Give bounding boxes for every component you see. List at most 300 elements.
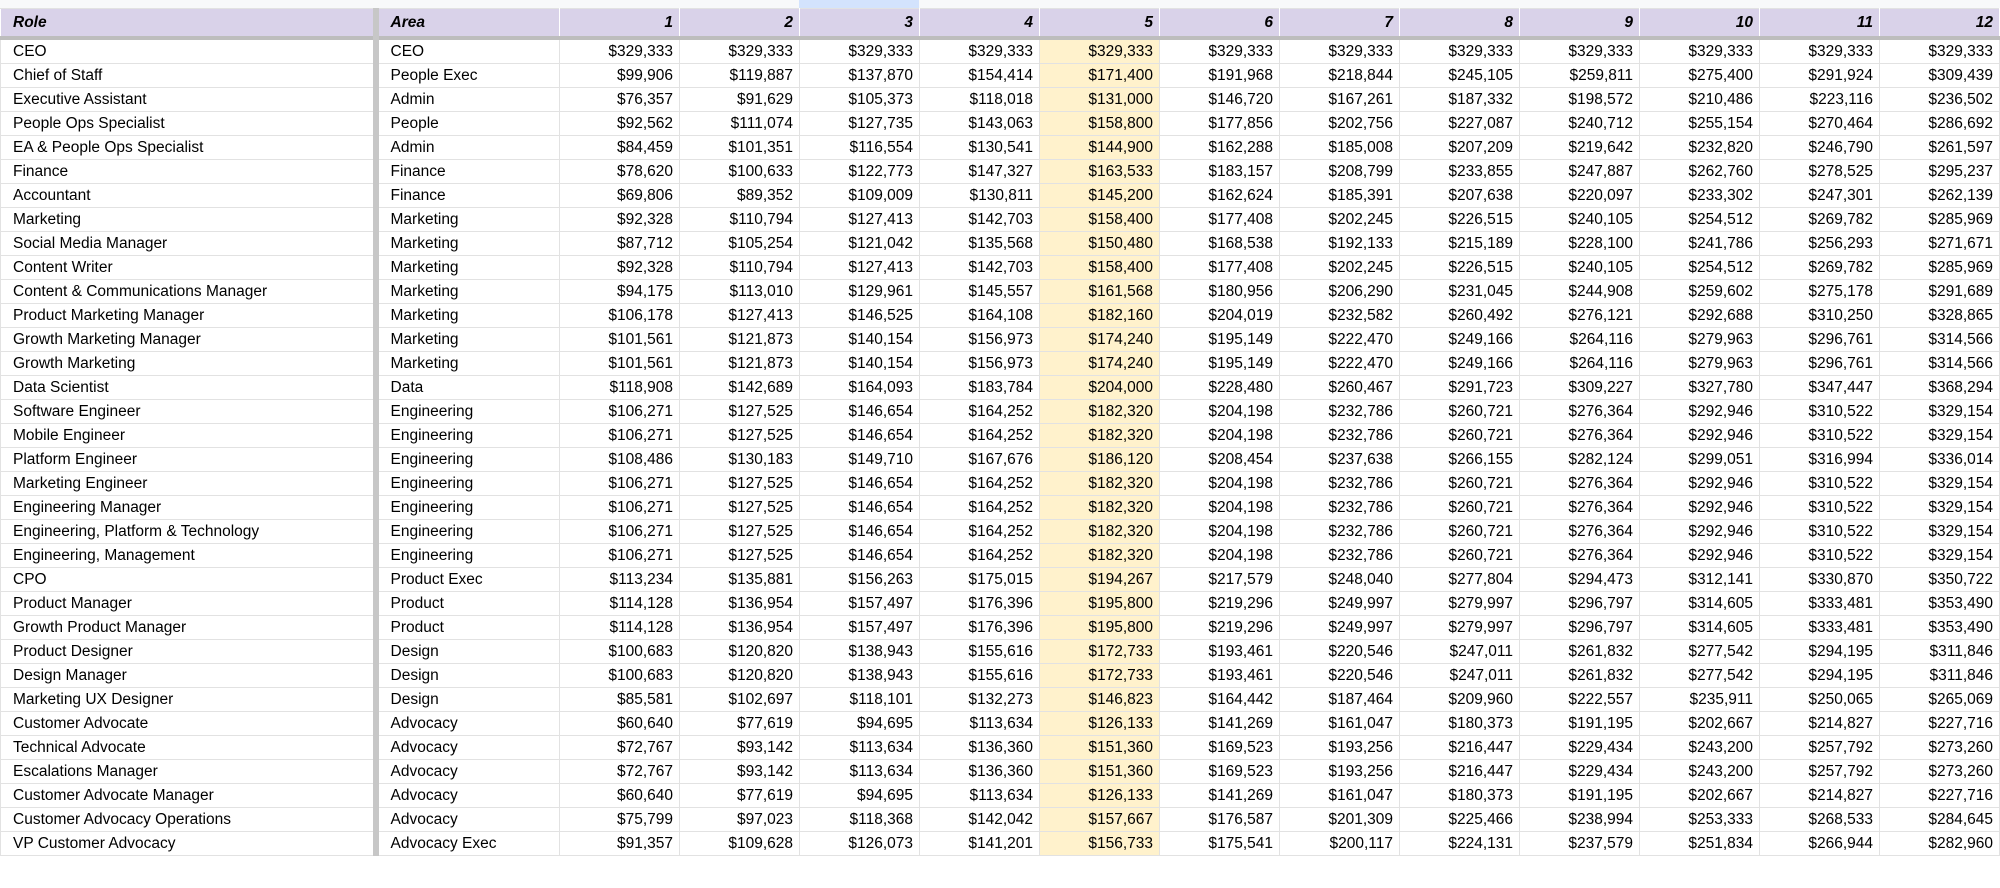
- cell-role[interactable]: Growth Marketing Manager: [1, 327, 376, 351]
- cell-salary[interactable]: $202,245: [1280, 255, 1400, 279]
- cell-area[interactable]: Finance: [376, 183, 560, 207]
- cell-salary[interactable]: $168,538: [1160, 231, 1280, 255]
- column-header-step-8[interactable]: 8: [1400, 9, 1520, 38]
- cell-salary[interactable]: $229,434: [1520, 735, 1640, 759]
- cell-salary[interactable]: $235,911: [1640, 687, 1760, 711]
- cell-salary[interactable]: $94,695: [800, 711, 920, 735]
- cell-role[interactable]: Product Manager: [1, 591, 376, 615]
- cell-salary[interactable]: $204,019: [1160, 303, 1280, 327]
- cell-salary[interactable]: $314,605: [1640, 591, 1760, 615]
- cell-role[interactable]: Accountant: [1, 183, 376, 207]
- cell-salary[interactable]: $347,447: [1760, 375, 1880, 399]
- cell-salary[interactable]: $194,267: [1040, 567, 1160, 591]
- cell-salary[interactable]: $232,786: [1280, 495, 1400, 519]
- cell-salary[interactable]: $333,481: [1760, 615, 1880, 639]
- cell-salary[interactable]: $144,900: [1040, 135, 1160, 159]
- cell-salary[interactable]: $142,703: [920, 255, 1040, 279]
- cell-salary[interactable]: $249,997: [1280, 615, 1400, 639]
- cell-salary[interactable]: $329,333: [1400, 38, 1520, 64]
- cell-salary[interactable]: $121,873: [680, 351, 800, 375]
- cell-salary[interactable]: $260,721: [1400, 519, 1520, 543]
- cell-salary[interactable]: $126,073: [800, 831, 920, 855]
- cell-salary[interactable]: $204,000: [1040, 375, 1160, 399]
- cell-salary[interactable]: $89,352: [680, 183, 800, 207]
- cell-salary[interactable]: $171,400: [1040, 63, 1160, 87]
- cell-salary[interactable]: $292,946: [1640, 423, 1760, 447]
- cell-salary[interactable]: $191,195: [1520, 783, 1640, 807]
- cell-salary[interactable]: $202,667: [1640, 711, 1760, 735]
- cell-salary[interactable]: $69,806: [560, 183, 680, 207]
- cell-salary[interactable]: $279,963: [1640, 351, 1760, 375]
- cell-salary[interactable]: $240,105: [1520, 255, 1640, 279]
- cell-salary[interactable]: $72,767: [560, 759, 680, 783]
- cell-salary[interactable]: $77,619: [680, 783, 800, 807]
- cell-salary[interactable]: $185,391: [1280, 183, 1400, 207]
- cell-area[interactable]: Marketing: [376, 255, 560, 279]
- cell-salary[interactable]: $264,116: [1520, 327, 1640, 351]
- cell-salary[interactable]: $220,097: [1520, 183, 1640, 207]
- cell-salary[interactable]: $292,946: [1640, 495, 1760, 519]
- cell-salary[interactable]: $292,946: [1640, 543, 1760, 567]
- cell-salary[interactable]: $149,710: [800, 447, 920, 471]
- cell-salary[interactable]: $100,633: [680, 159, 800, 183]
- cell-salary[interactable]: $164,108: [920, 303, 1040, 327]
- cell-salary[interactable]: $266,944: [1760, 831, 1880, 855]
- cell-role[interactable]: Marketing Engineer: [1, 471, 376, 495]
- cell-salary[interactable]: $243,200: [1640, 759, 1760, 783]
- cell-salary[interactable]: $113,634: [920, 711, 1040, 735]
- cell-salary[interactable]: $84,459: [560, 135, 680, 159]
- cell-salary[interactable]: $120,820: [680, 639, 800, 663]
- cell-salary[interactable]: $101,351: [680, 135, 800, 159]
- cell-salary[interactable]: $156,733: [1040, 831, 1160, 855]
- cell-salary[interactable]: $143,063: [920, 111, 1040, 135]
- cell-salary[interactable]: $141,269: [1160, 711, 1280, 735]
- cell-role[interactable]: EA & People Ops Specialist: [1, 135, 376, 159]
- cell-salary[interactable]: $329,333: [1280, 38, 1400, 64]
- cell-salary[interactable]: $129,961: [800, 279, 920, 303]
- cell-salary[interactable]: $162,288: [1160, 135, 1280, 159]
- cell-salary[interactable]: $232,582: [1280, 303, 1400, 327]
- cell-salary[interactable]: $350,722: [1880, 567, 2000, 591]
- cell-salary[interactable]: $227,716: [1880, 783, 2000, 807]
- cell-salary[interactable]: $210,486: [1640, 87, 1760, 111]
- cell-salary[interactable]: $113,234: [560, 567, 680, 591]
- cell-salary[interactable]: $329,333: [680, 38, 800, 64]
- cell-role[interactable]: Escalations Manager: [1, 759, 376, 783]
- cell-salary[interactable]: $151,360: [1040, 759, 1160, 783]
- cell-role[interactable]: CEO: [1, 38, 376, 64]
- cell-salary[interactable]: $247,301: [1760, 183, 1880, 207]
- cell-salary[interactable]: $276,364: [1520, 519, 1640, 543]
- cell-salary[interactable]: $223,116: [1760, 87, 1880, 111]
- cell-salary[interactable]: $329,333: [1880, 38, 2000, 64]
- cell-salary[interactable]: $141,269: [1160, 783, 1280, 807]
- cell-salary[interactable]: $226,515: [1400, 255, 1520, 279]
- cell-salary[interactable]: $195,800: [1040, 591, 1160, 615]
- cell-role[interactable]: Content Writer: [1, 255, 376, 279]
- cell-salary[interactable]: $204,198: [1160, 423, 1280, 447]
- cell-salary[interactable]: $76,357: [560, 87, 680, 111]
- cell-salary[interactable]: $97,023: [680, 807, 800, 831]
- cell-salary[interactable]: $85,581: [560, 687, 680, 711]
- cell-salary[interactable]: $277,542: [1640, 639, 1760, 663]
- cell-role[interactable]: Customer Advocate: [1, 711, 376, 735]
- cell-salary[interactable]: $161,568: [1040, 279, 1160, 303]
- column-header-step-9[interactable]: 9: [1520, 9, 1640, 38]
- cell-salary[interactable]: $127,413: [800, 207, 920, 231]
- cell-role[interactable]: Growth Marketing: [1, 351, 376, 375]
- cell-salary[interactable]: $310,522: [1760, 471, 1880, 495]
- cell-salary[interactable]: $311,846: [1880, 663, 2000, 687]
- cell-salary[interactable]: $227,716: [1880, 711, 2000, 735]
- cell-salary[interactable]: $244,908: [1520, 279, 1640, 303]
- cell-salary[interactable]: $261,832: [1520, 663, 1640, 687]
- cell-area[interactable]: Marketing: [376, 327, 560, 351]
- cell-salary[interactable]: $224,131: [1400, 831, 1520, 855]
- cell-salary[interactable]: $266,155: [1400, 447, 1520, 471]
- cell-salary[interactable]: $105,373: [800, 87, 920, 111]
- cell-role[interactable]: Marketing UX Designer: [1, 687, 376, 711]
- cell-area[interactable]: Design: [376, 663, 560, 687]
- cell-salary[interactable]: $269,782: [1760, 207, 1880, 231]
- cell-salary[interactable]: $329,333: [560, 38, 680, 64]
- cell-salary[interactable]: $136,954: [680, 615, 800, 639]
- cell-salary[interactable]: $260,721: [1400, 471, 1520, 495]
- cell-salary[interactable]: $286,692: [1880, 111, 2000, 135]
- cell-salary[interactable]: $155,616: [920, 639, 1040, 663]
- cell-salary[interactable]: $204,198: [1160, 471, 1280, 495]
- cell-salary[interactable]: $146,654: [800, 399, 920, 423]
- cell-salary[interactable]: $174,240: [1040, 327, 1160, 351]
- cell-salary[interactable]: $314,566: [1880, 351, 2000, 375]
- cell-salary[interactable]: $106,178: [560, 303, 680, 327]
- cell-salary[interactable]: $192,133: [1280, 231, 1400, 255]
- cell-salary[interactable]: $294,195: [1760, 639, 1880, 663]
- cell-salary[interactable]: $156,973: [920, 327, 1040, 351]
- cell-salary[interactable]: $268,533: [1760, 807, 1880, 831]
- cell-area[interactable]: Data: [376, 375, 560, 399]
- cell-salary[interactable]: $276,121: [1520, 303, 1640, 327]
- cell-salary[interactable]: $228,480: [1160, 375, 1280, 399]
- cell-salary[interactable]: $180,373: [1400, 711, 1520, 735]
- cell-salary[interactable]: $191,195: [1520, 711, 1640, 735]
- cell-salary[interactable]: $329,154: [1880, 399, 2000, 423]
- cell-salary[interactable]: $106,271: [560, 495, 680, 519]
- cell-salary[interactable]: $292,688: [1640, 303, 1760, 327]
- cell-salary[interactable]: $226,515: [1400, 207, 1520, 231]
- cell-salary[interactable]: $177,856: [1160, 111, 1280, 135]
- cell-salary[interactable]: $195,149: [1160, 351, 1280, 375]
- column-header-step-1[interactable]: 1: [560, 9, 680, 38]
- cell-area[interactable]: People: [376, 111, 560, 135]
- cell-area[interactable]: Engineering: [376, 399, 560, 423]
- cell-salary[interactable]: $260,721: [1400, 399, 1520, 423]
- cell-area[interactable]: Engineering: [376, 471, 560, 495]
- cell-role[interactable]: Engineering, Management: [1, 543, 376, 567]
- cell-salary[interactable]: $106,271: [560, 543, 680, 567]
- cell-salary[interactable]: $240,712: [1520, 111, 1640, 135]
- cell-salary[interactable]: $177,408: [1160, 255, 1280, 279]
- cell-salary[interactable]: $105,254: [680, 231, 800, 255]
- cell-salary[interactable]: $182,320: [1040, 543, 1160, 567]
- cell-salary[interactable]: $296,797: [1520, 615, 1640, 639]
- cell-salary[interactable]: $237,638: [1280, 447, 1400, 471]
- cell-salary[interactable]: $216,447: [1400, 735, 1520, 759]
- cell-salary[interactable]: $262,760: [1640, 159, 1760, 183]
- cell-salary[interactable]: $135,568: [920, 231, 1040, 255]
- cell-salary[interactable]: $336,014: [1880, 447, 2000, 471]
- cell-salary[interactable]: $208,799: [1280, 159, 1400, 183]
- cell-salary[interactable]: $295,237: [1880, 159, 2000, 183]
- cell-salary[interactable]: $164,252: [920, 399, 1040, 423]
- cell-area[interactable]: Engineering: [376, 495, 560, 519]
- cell-salary[interactable]: $121,873: [680, 327, 800, 351]
- cell-salary[interactable]: $161,047: [1280, 783, 1400, 807]
- cell-salary[interactable]: $183,784: [920, 375, 1040, 399]
- cell-area[interactable]: Advocacy: [376, 711, 560, 735]
- cell-salary[interactable]: $285,969: [1880, 255, 2000, 279]
- cell-salary[interactable]: $142,689: [680, 375, 800, 399]
- cell-salary[interactable]: $261,597: [1880, 135, 2000, 159]
- cell-salary[interactable]: $204,198: [1160, 519, 1280, 543]
- cell-salary[interactable]: $206,290: [1280, 279, 1400, 303]
- cell-salary[interactable]: $262,139: [1880, 183, 2000, 207]
- cell-salary[interactable]: $185,008: [1280, 135, 1400, 159]
- cell-salary[interactable]: $140,154: [800, 351, 920, 375]
- cell-salary[interactable]: $240,105: [1520, 207, 1640, 231]
- cell-salary[interactable]: $118,908: [560, 375, 680, 399]
- cell-salary[interactable]: $204,198: [1160, 495, 1280, 519]
- cell-salary[interactable]: $157,667: [1040, 807, 1160, 831]
- cell-salary[interactable]: $77,619: [680, 711, 800, 735]
- cell-area[interactable]: Finance: [376, 159, 560, 183]
- cell-area[interactable]: Admin: [376, 135, 560, 159]
- cell-role[interactable]: Product Marketing Manager: [1, 303, 376, 327]
- cell-salary[interactable]: $169,523: [1160, 735, 1280, 759]
- cell-salary[interactable]: $163,533: [1040, 159, 1160, 183]
- cell-salary[interactable]: $146,720: [1160, 87, 1280, 111]
- cell-salary[interactable]: $72,767: [560, 735, 680, 759]
- cell-salary[interactable]: $249,997: [1280, 591, 1400, 615]
- cell-salary[interactable]: $276,364: [1520, 399, 1640, 423]
- cell-salary[interactable]: $109,628: [680, 831, 800, 855]
- cell-role[interactable]: Chief of Staff: [1, 63, 376, 87]
- cell-salary[interactable]: $353,490: [1880, 615, 2000, 639]
- cell-salary[interactable]: $116,554: [800, 135, 920, 159]
- cell-salary[interactable]: $329,333: [920, 38, 1040, 64]
- cell-area[interactable]: Product Exec: [376, 567, 560, 591]
- cell-salary[interactable]: $222,470: [1280, 351, 1400, 375]
- cell-salary[interactable]: $126,133: [1040, 783, 1160, 807]
- cell-salary[interactable]: $269,782: [1760, 255, 1880, 279]
- cell-salary[interactable]: $249,166: [1400, 327, 1520, 351]
- cell-salary[interactable]: $93,142: [680, 735, 800, 759]
- cell-salary[interactable]: $180,956: [1160, 279, 1280, 303]
- cell-salary[interactable]: $310,250: [1760, 303, 1880, 327]
- cell-area[interactable]: Design: [376, 687, 560, 711]
- column-header-step-2[interactable]: 2: [680, 9, 800, 38]
- cell-salary[interactable]: $296,797: [1520, 591, 1640, 615]
- cell-salary[interactable]: $121,042: [800, 231, 920, 255]
- cell-role[interactable]: Technical Advocate: [1, 735, 376, 759]
- cell-salary[interactable]: $136,954: [680, 591, 800, 615]
- cell-salary[interactable]: $145,200: [1040, 183, 1160, 207]
- cell-salary[interactable]: $126,133: [1040, 711, 1160, 735]
- cell-role[interactable]: Finance: [1, 159, 376, 183]
- cell-salary[interactable]: $222,470: [1280, 327, 1400, 351]
- cell-salary[interactable]: $172,733: [1040, 663, 1160, 687]
- column-header-step-10[interactable]: 10: [1640, 9, 1760, 38]
- cell-salary[interactable]: $130,541: [920, 135, 1040, 159]
- cell-salary[interactable]: $279,997: [1400, 591, 1520, 615]
- cell-salary[interactable]: $255,154: [1640, 111, 1760, 135]
- cell-salary[interactable]: $229,434: [1520, 759, 1640, 783]
- cell-salary[interactable]: $276,364: [1520, 495, 1640, 519]
- cell-salary[interactable]: $164,252: [920, 423, 1040, 447]
- cell-role[interactable]: Marketing: [1, 207, 376, 231]
- cell-role[interactable]: Customer Advocate Manager: [1, 783, 376, 807]
- cell-salary[interactable]: $175,015: [920, 567, 1040, 591]
- column-header-step-12[interactable]: 12: [1880, 9, 2000, 38]
- cell-salary[interactable]: $216,447: [1400, 759, 1520, 783]
- cell-salary[interactable]: $214,827: [1760, 711, 1880, 735]
- cell-salary[interactable]: $101,561: [560, 351, 680, 375]
- cell-role[interactable]: Platform Engineer: [1, 447, 376, 471]
- cell-salary[interactable]: $127,413: [800, 255, 920, 279]
- cell-salary[interactable]: $113,010: [680, 279, 800, 303]
- cell-salary[interactable]: $215,189: [1400, 231, 1520, 255]
- cell-salary[interactable]: $248,040: [1280, 567, 1400, 591]
- cell-salary[interactable]: $118,368: [800, 807, 920, 831]
- cell-salary[interactable]: $309,439: [1880, 63, 2000, 87]
- cell-salary[interactable]: $201,309: [1280, 807, 1400, 831]
- cell-salary[interactable]: $279,997: [1400, 615, 1520, 639]
- cell-salary[interactable]: $187,464: [1280, 687, 1400, 711]
- cell-salary[interactable]: $260,721: [1400, 543, 1520, 567]
- cell-salary[interactable]: $329,333: [1520, 38, 1640, 64]
- cell-salary[interactable]: $94,175: [560, 279, 680, 303]
- cell-area[interactable]: CEO: [376, 38, 560, 64]
- cell-salary[interactable]: $177,408: [1160, 207, 1280, 231]
- cell-salary[interactable]: $260,467: [1280, 375, 1400, 399]
- cell-salary[interactable]: $198,572: [1520, 87, 1640, 111]
- cell-salary[interactable]: $292,946: [1640, 399, 1760, 423]
- cell-salary[interactable]: $118,101: [800, 687, 920, 711]
- cell-salary[interactable]: $140,154: [800, 327, 920, 351]
- cell-salary[interactable]: $232,786: [1280, 471, 1400, 495]
- cell-salary[interactable]: $158,400: [1040, 207, 1160, 231]
- cell-salary[interactable]: $291,723: [1400, 375, 1520, 399]
- cell-salary[interactable]: $193,461: [1160, 663, 1280, 687]
- cell-salary[interactable]: $329,154: [1880, 495, 2000, 519]
- cell-salary[interactable]: $157,497: [800, 615, 920, 639]
- cell-role[interactable]: Social Media Manager: [1, 231, 376, 255]
- cell-salary[interactable]: $187,332: [1400, 87, 1520, 111]
- cell-salary[interactable]: $314,566: [1880, 327, 2000, 351]
- cell-salary[interactable]: $260,721: [1400, 495, 1520, 519]
- cell-salary[interactable]: $195,800: [1040, 615, 1160, 639]
- cell-salary[interactable]: $92,562: [560, 111, 680, 135]
- cell-salary[interactable]: $157,497: [800, 591, 920, 615]
- cell-salary[interactable]: $333,481: [1760, 591, 1880, 615]
- cell-role[interactable]: Product Designer: [1, 639, 376, 663]
- cell-salary[interactable]: $146,525: [800, 303, 920, 327]
- cell-salary[interactable]: $259,602: [1640, 279, 1760, 303]
- cell-salary[interactable]: $246,790: [1760, 135, 1880, 159]
- column-header-step-3[interactable]: 3: [800, 9, 920, 38]
- cell-salary[interactable]: $158,400: [1040, 255, 1160, 279]
- cell-salary[interactable]: $232,786: [1280, 543, 1400, 567]
- cell-salary[interactable]: $87,712: [560, 231, 680, 255]
- cell-salary[interactable]: $330,870: [1760, 567, 1880, 591]
- column-header-step-7[interactable]: 7: [1280, 9, 1400, 38]
- cell-salary[interactable]: $291,924: [1760, 63, 1880, 87]
- cell-salary[interactable]: $222,557: [1520, 687, 1640, 711]
- cell-area[interactable]: Product: [376, 615, 560, 639]
- cell-salary[interactable]: $146,823: [1040, 687, 1160, 711]
- cell-salary[interactable]: $329,333: [1160, 38, 1280, 64]
- cell-salary[interactable]: $110,794: [680, 255, 800, 279]
- cell-salary[interactable]: $119,887: [680, 63, 800, 87]
- column-header-role[interactable]: Role: [1, 9, 376, 38]
- cell-salary[interactable]: $296,761: [1760, 327, 1880, 351]
- cell-salary[interactable]: $271,671: [1880, 231, 2000, 255]
- cell-salary[interactable]: $136,360: [920, 759, 1040, 783]
- cell-salary[interactable]: $200,117: [1280, 831, 1400, 855]
- cell-salary[interactable]: $265,069: [1880, 687, 2000, 711]
- cell-salary[interactable]: $146,654: [800, 543, 920, 567]
- cell-salary[interactable]: $154,414: [920, 63, 1040, 87]
- cell-salary[interactable]: $146,654: [800, 471, 920, 495]
- cell-salary[interactable]: $146,654: [800, 423, 920, 447]
- cell-salary[interactable]: $282,124: [1520, 447, 1640, 471]
- cell-salary[interactable]: $219,296: [1160, 591, 1280, 615]
- cell-salary[interactable]: $162,624: [1160, 183, 1280, 207]
- cell-salary[interactable]: $254,512: [1640, 255, 1760, 279]
- cell-salary[interactable]: $329,333: [1640, 38, 1760, 64]
- cell-salary[interactable]: $60,640: [560, 711, 680, 735]
- cell-salary[interactable]: $238,994: [1520, 807, 1640, 831]
- cell-salary[interactable]: $312,141: [1640, 567, 1760, 591]
- cell-salary[interactable]: $218,844: [1280, 63, 1400, 87]
- cell-salary[interactable]: $75,799: [560, 807, 680, 831]
- cell-salary[interactable]: $127,735: [800, 111, 920, 135]
- cell-salary[interactable]: $151,360: [1040, 735, 1160, 759]
- cell-salary[interactable]: $264,116: [1520, 351, 1640, 375]
- cell-area[interactable]: Engineering: [376, 423, 560, 447]
- cell-salary[interactable]: $310,522: [1760, 423, 1880, 447]
- cell-salary[interactable]: $113,634: [920, 783, 1040, 807]
- cell-role[interactable]: CPO: [1, 567, 376, 591]
- cell-role[interactable]: Mobile Engineer: [1, 423, 376, 447]
- cell-salary[interactable]: $219,642: [1520, 135, 1640, 159]
- cell-salary[interactable]: $193,461: [1160, 639, 1280, 663]
- cell-area[interactable]: Marketing: [376, 279, 560, 303]
- cell-salary[interactable]: $182,320: [1040, 519, 1160, 543]
- cell-salary[interactable]: $276,364: [1520, 423, 1640, 447]
- cell-salary[interactable]: $220,546: [1280, 663, 1400, 687]
- cell-salary[interactable]: $282,960: [1880, 831, 2000, 855]
- cell-salary[interactable]: $245,105: [1400, 63, 1520, 87]
- cell-salary[interactable]: $127,525: [680, 543, 800, 567]
- cell-salary[interactable]: $146,654: [800, 495, 920, 519]
- cell-salary[interactable]: $167,676: [920, 447, 1040, 471]
- cell-salary[interactable]: $135,881: [680, 567, 800, 591]
- cell-salary[interactable]: $106,271: [560, 519, 680, 543]
- cell-salary[interactable]: $259,811: [1520, 63, 1640, 87]
- cell-salary[interactable]: $131,000: [1040, 87, 1160, 111]
